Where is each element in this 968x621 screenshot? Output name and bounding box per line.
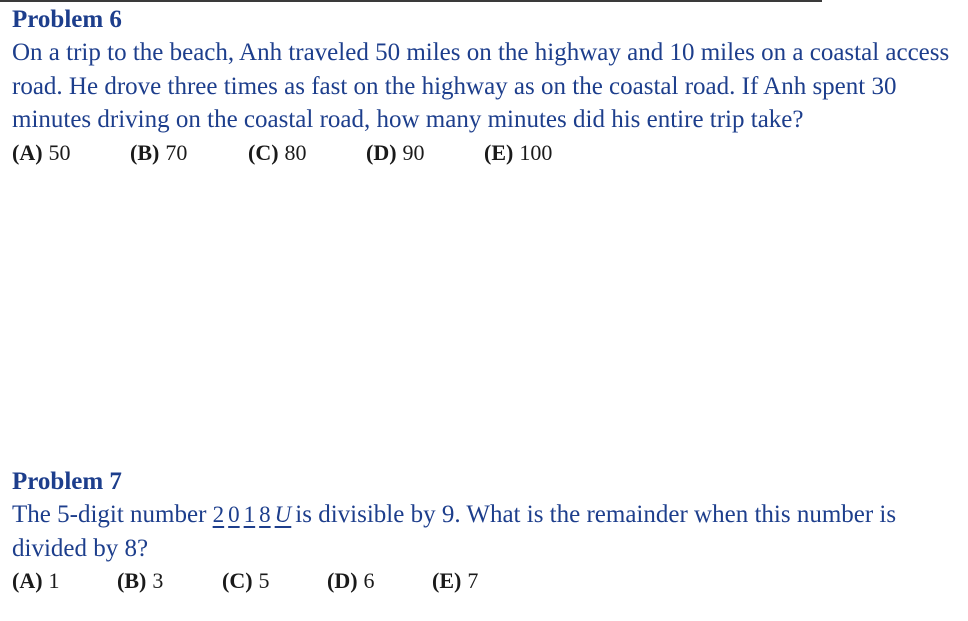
digit-blank: 0	[228, 502, 240, 527]
choice-d	[366, 137, 484, 169]
choice-a	[12, 137, 130, 169]
choice-letter: (E)	[484, 139, 514, 165]
problem-6	[12, 4, 952, 169]
answer-choices	[12, 137, 952, 169]
choice-b	[130, 137, 248, 169]
digit-blank: 2	[212, 502, 225, 527]
top-divider	[0, 0, 822, 2]
problem-7	[12, 466, 952, 597]
choice-e	[484, 137, 602, 169]
choice-value: 90	[402, 139, 425, 165]
choice-letter: (A)	[12, 568, 43, 593]
digit-blank: 1	[243, 502, 256, 527]
statement-before: The 5-digit number	[12, 501, 207, 528]
choice-e	[432, 565, 537, 597]
digit-blank: 8	[259, 502, 271, 527]
digit-variable: U	[274, 502, 292, 527]
choice-letter: (E)	[432, 568, 462, 593]
statement-after: is divisible by 9. What is the remainder when this number is divided by 8?	[12, 501, 897, 562]
answer-choices	[12, 565, 952, 597]
choice-letter: (D)	[366, 139, 397, 165]
choice-b	[117, 565, 222, 597]
choice-value: 100	[519, 139, 553, 165]
choice-letter: (A)	[12, 139, 43, 165]
problem-heading: Problem 6	[12, 6, 122, 33]
choice-letter: (C)	[248, 139, 279, 165]
choice-c	[222, 565, 327, 597]
problem-statement: On a trip to the beach, Anh traveled 50 miles on the highway and 10 miles on a coastal access road. He drove three times as fast on the highway as on the coastal road. If Anh spent 30 minutes driving on the coastal road, how many minutes did his entire trip take?	[12, 39, 950, 133]
choice-a	[12, 565, 117, 597]
choice-letter: (D)	[327, 568, 358, 593]
choice-value: 7	[467, 568, 479, 593]
choice-value: 6	[363, 568, 375, 593]
choice-d	[327, 565, 432, 597]
problem-statement	[12, 498, 952, 565]
choice-value: 50	[48, 139, 71, 165]
problem-heading: Problem 7	[12, 468, 122, 495]
choice-value: 5	[258, 568, 270, 593]
choice-value: 3	[152, 568, 164, 593]
choice-letter: (B)	[117, 568, 147, 593]
choice-letter: (C)	[222, 568, 253, 593]
choice-letter: (B)	[130, 139, 160, 165]
choice-value: 70	[165, 139, 188, 165]
choice-value: 80	[284, 139, 307, 165]
choice-c	[248, 137, 366, 169]
choice-value: 1	[48, 568, 60, 593]
